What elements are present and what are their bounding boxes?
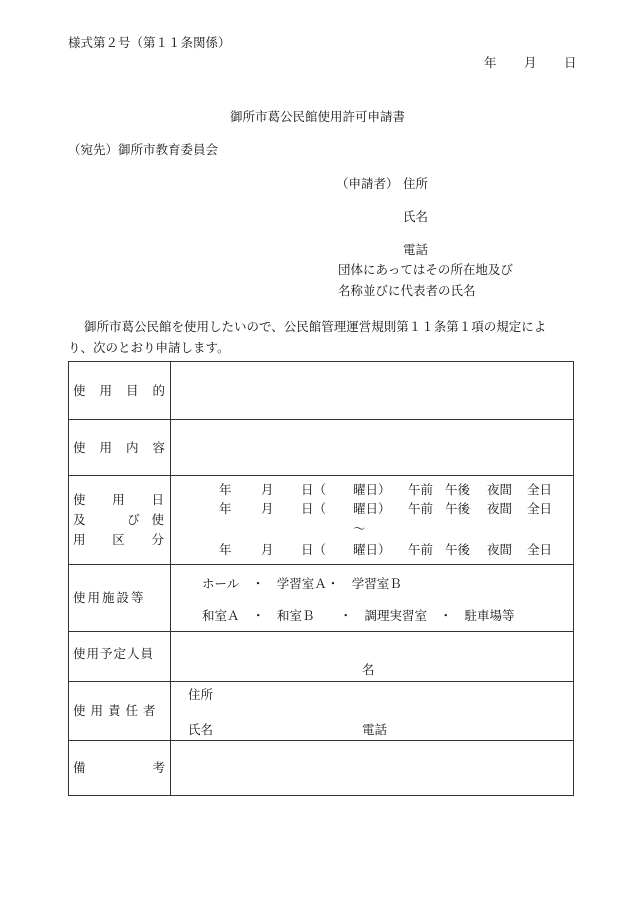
people-unit: 名 [362,662,375,677]
date-day-mark: 日（ [301,501,327,516]
document-title: 御所市葛公民館使用許可申請書 [230,109,406,124]
form-number: 様式第２号（第１１条関係） [68,35,231,50]
date-range-tilde: ～ [353,521,366,536]
date-input-cell[interactable] [171,476,574,565]
responsible-phone-label: 電話 [362,722,388,737]
purpose-label-char: 用 [99,382,112,398]
people-input-cell[interactable] [171,632,574,682]
date-label-cell [69,476,171,565]
night-option[interactable]: 夜間 [487,482,513,497]
allday-option[interactable]: 全日 [527,542,553,557]
content-label-char: 容 [152,439,165,455]
date-month-mark: 月 [261,482,274,497]
responsible-row [69,682,574,741]
remarks-label-char: 備 [73,760,86,775]
am-option[interactable]: 午前 [408,501,434,516]
people-label-cell [69,632,171,682]
content-label-char: 内 [125,439,139,455]
date-weekday-mark: 曜日） [353,542,391,557]
date-day: 日 [564,55,577,70]
applicant-phone-label: 電話 [403,242,429,257]
date-line-2 [171,499,573,517]
date-weekday-mark: 曜日） [353,501,391,516]
date-label-char: 使 [73,492,86,507]
date-year-mark: 年 [219,542,232,557]
date-day-mark: 日（ [301,482,327,497]
application-table [68,361,574,796]
date-month-mark: 月 [261,542,274,557]
am-option[interactable]: 午前 [408,542,434,557]
date-label-char: 用 [112,492,125,507]
allday-option[interactable]: 全日 [527,501,553,516]
date-line-1 [171,480,573,498]
facility-label-cell [69,565,171,632]
content-input-cell[interactable] [171,420,574,476]
purpose-label-cell [69,362,171,420]
facility-row [69,565,574,632]
date-year: 年 [484,55,497,70]
date-label-char: 使 [151,512,164,527]
purpose-label-char: 使 [73,382,86,398]
purpose-label-char: 的 [152,382,165,398]
allday-option[interactable]: 全日 [527,482,553,497]
applicant-org-note-2: 名称並びに代表者の氏名 [338,283,476,298]
date-label-char: び [127,512,140,527]
night-option[interactable]: 夜間 [487,501,513,516]
responsible-label: 使用責任者 [73,703,161,718]
facility-label: 使用施設等 [73,590,146,605]
content-row [69,420,574,476]
remarks-row [69,741,574,796]
applicant-label: （申請者） [336,176,399,191]
body-text-line-2: り、次のとおり申請します。 [68,340,230,355]
date-month: 月 [524,55,537,70]
responsible-address-label: 住所 [188,687,214,702]
addressee: （宛先）御所市教育委員会 [68,142,219,157]
remarks-label-char: 考 [152,760,165,775]
date-label-char: 及 [73,512,86,527]
facility-options-line-2[interactable]: 和室Ａ ・ 和室Ｂ ・ 調理実習室 ・ 駐車場等 [202,608,515,623]
content-label-char: 使 [73,439,86,455]
date-year-mark: 年 [219,501,232,516]
date-label-char: 分 [151,532,164,547]
content-label-char: 用 [99,439,112,455]
date-row [69,476,574,565]
am-option[interactable]: 午前 [408,482,434,497]
date-month-mark: 月 [261,501,274,516]
content-label-cell [69,420,171,476]
date-label-char: 日 [151,492,164,507]
responsible-input-cell[interactable] [171,682,574,741]
applicant-org-note-1: 団体にあってはその所在地及び [338,262,513,277]
body-text-line-1: 御所市葛公民館を使用したいので、公民館管理運営規則第１１条第１項の規定によ [84,319,547,334]
applicant-address-label: 住所 [403,176,429,191]
people-label: 使用予定人員 [73,646,155,661]
date-weekday-mark: 曜日） [353,482,391,497]
facility-options-line-1[interactable]: ホール ・ 学習室Ａ・ 学習室Ｂ [202,576,402,591]
night-option[interactable]: 夜間 [487,542,513,557]
applicant-name-label: 氏名 [403,209,429,224]
responsible-label-cell [69,682,171,741]
date-label-char: 区 [112,532,125,547]
pm-option[interactable]: 午後 [445,501,471,516]
responsible-name-label: 氏名 [188,722,214,737]
remarks-label-cell [69,741,171,796]
purpose-row [69,362,574,420]
remarks-input-cell[interactable] [171,741,574,796]
facility-options-cell[interactable] [171,565,574,632]
date-day-mark: 日（ [301,542,327,557]
pm-option[interactable]: 午後 [445,482,471,497]
purpose-label-char: 目 [125,382,139,398]
date-year-mark: 年 [219,482,232,497]
date-line-3 [171,540,573,558]
purpose-input-cell[interactable] [171,362,574,420]
people-row [69,632,574,682]
date-label-char: 用 [73,532,86,547]
pm-option[interactable]: 午後 [445,542,471,557]
